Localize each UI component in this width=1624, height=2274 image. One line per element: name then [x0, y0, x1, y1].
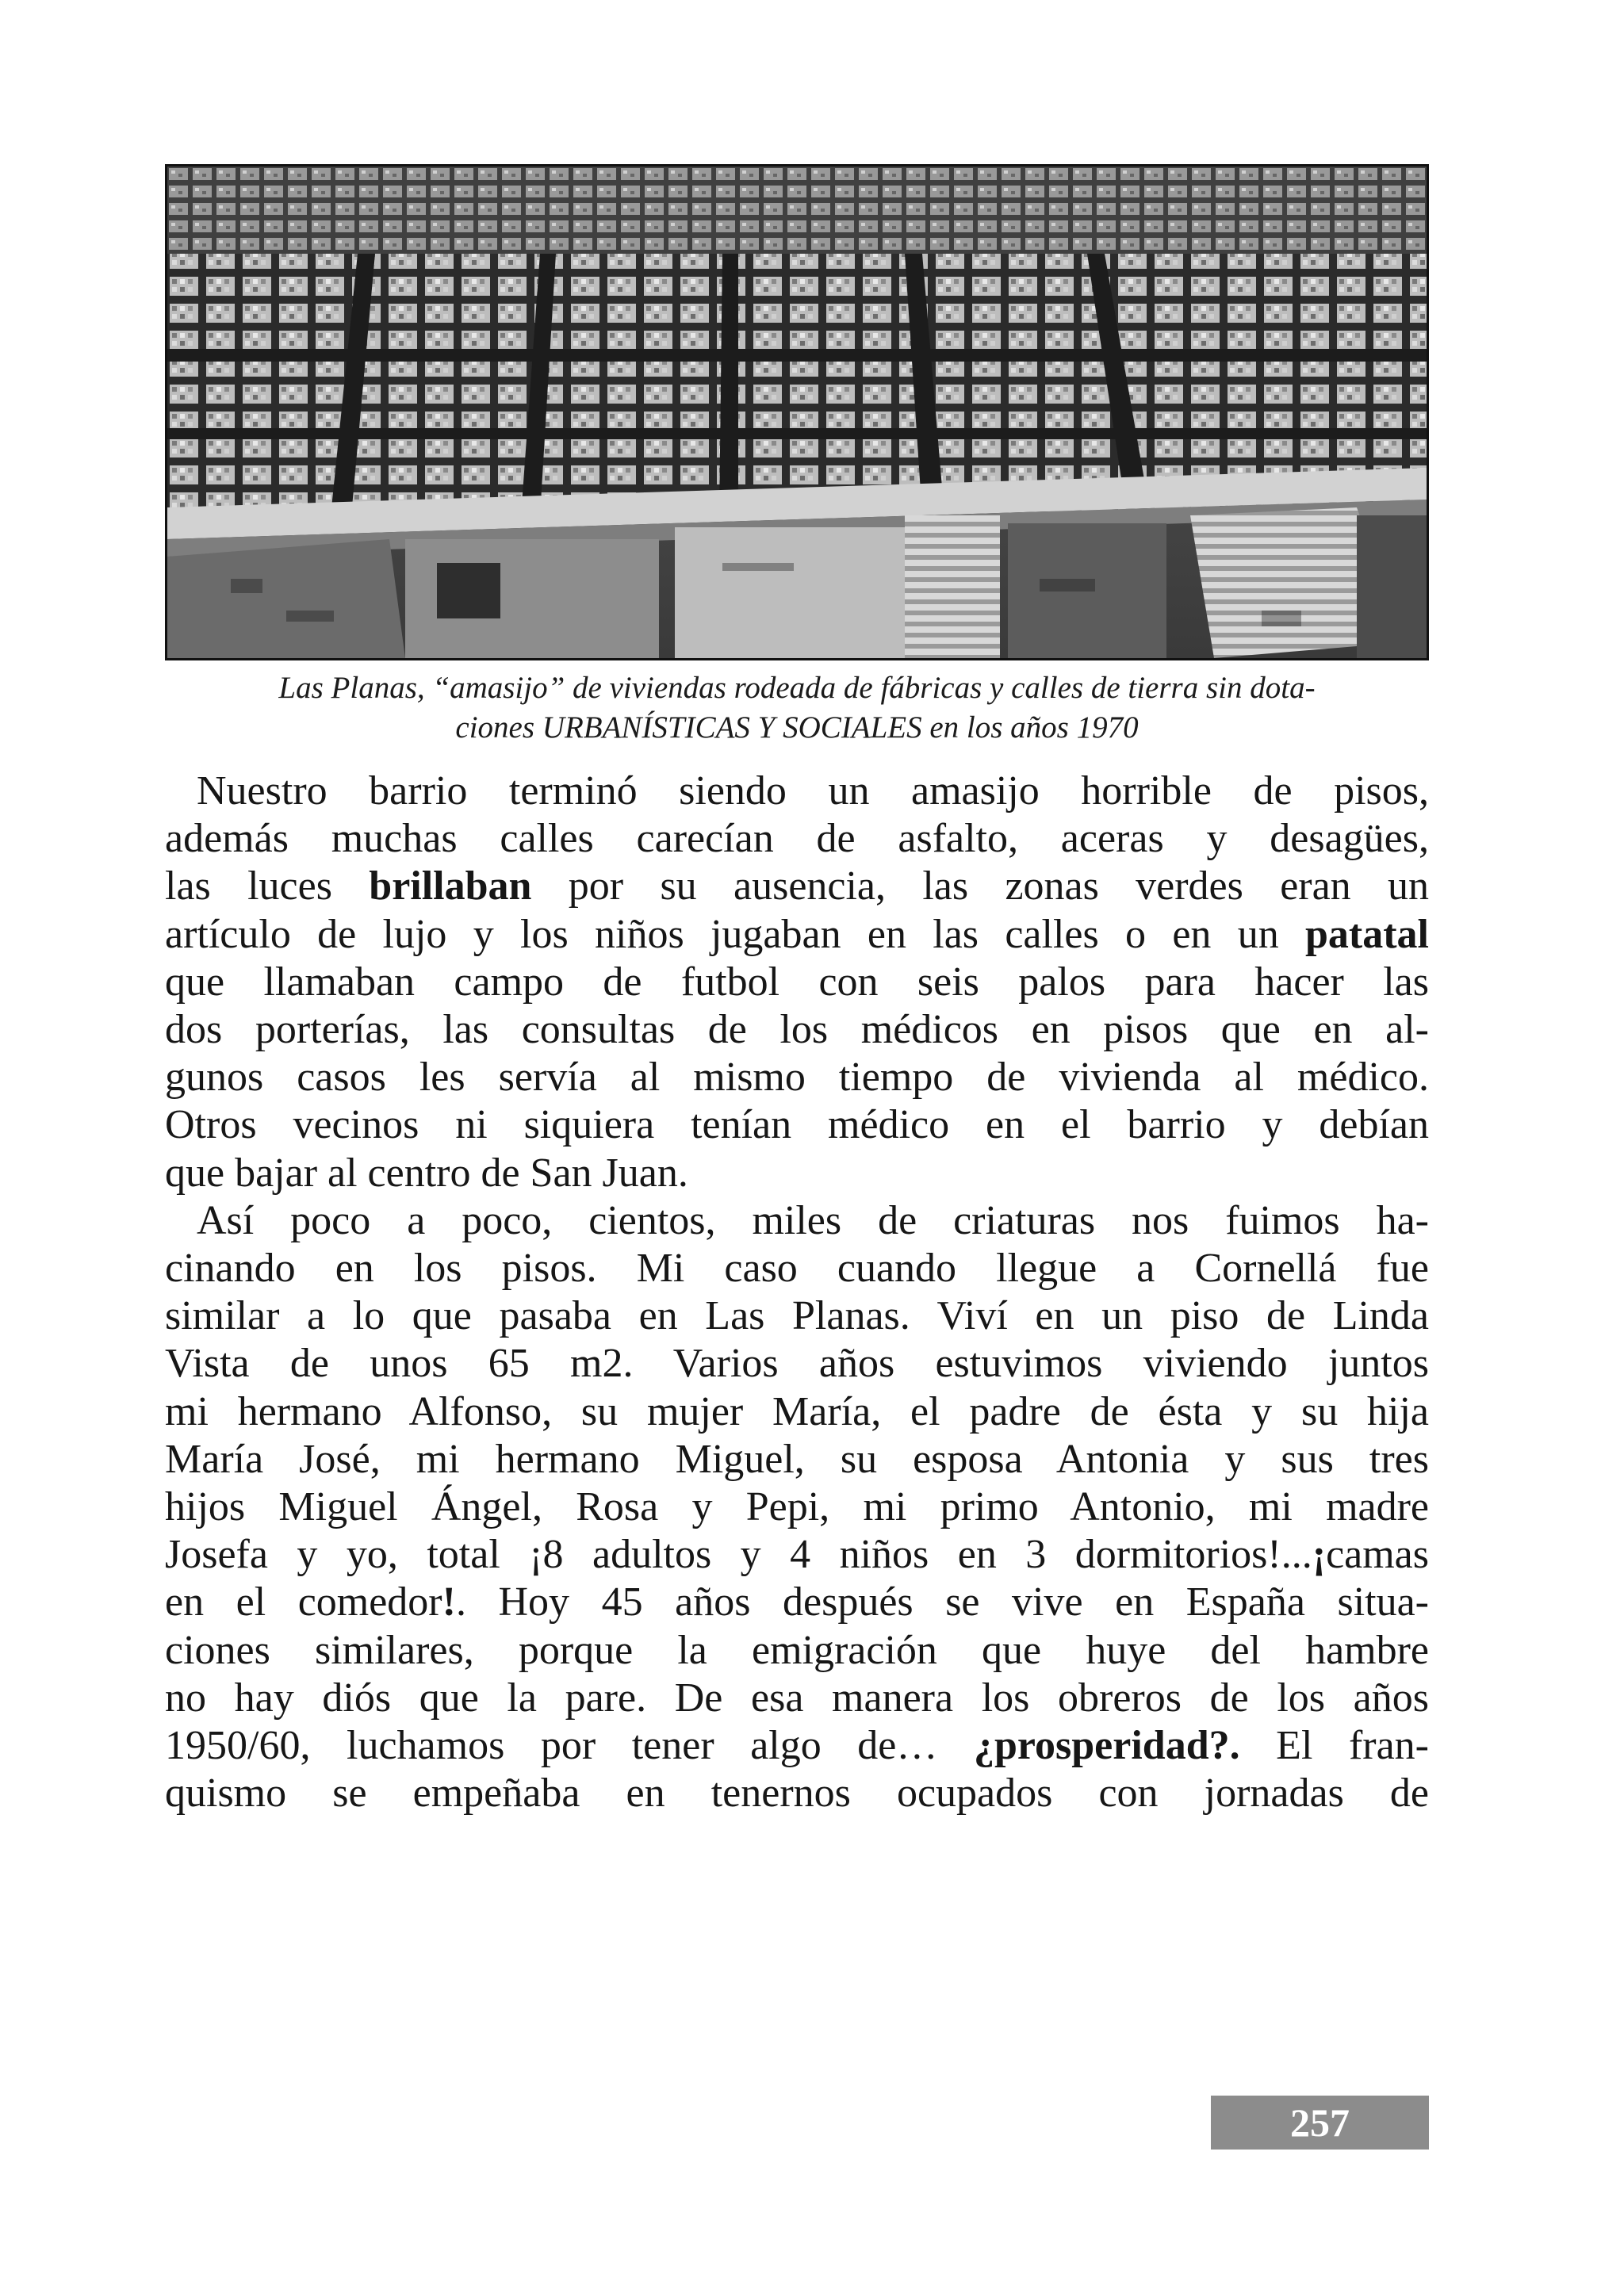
text-line: Así poco a poco, cientos, miles de criaturas nos fuimos ha-	[197, 1197, 1429, 1243]
text-line: dos porterías, las consultas de los médicos en pisos que en al-	[165, 1007, 1429, 1053]
text-line: que llamaban campo de futbol con seis palos para hacer las	[165, 959, 1429, 1005]
body-text	[165, 768, 1429, 1817]
text-line: quismo se empeñaba en tenernos ocupados con jornadas de	[165, 1771, 1429, 1817]
page-number: 257	[1211, 2096, 1429, 2150]
aerial-photo-graphic	[167, 167, 1427, 658]
text-line: Josefa y yo, total ¡8 adultos y 4 niños en 3 dormitorios!...¡camas	[165, 1532, 1429, 1578]
bold-term: brillaban	[369, 863, 532, 909]
text-line: Vista de unos 65 m2. Varios años estuvimos viviendo juntos	[165, 1341, 1429, 1387]
text-line: similar a lo que pasaba en Las Planas. Viví en un piso de Linda	[165, 1293, 1429, 1339]
text-line: artículo de lujo y los niños jugaban en las calles o en un patatal	[165, 911, 1429, 957]
text-line: hijos Miguel Ángel, Rosa y Pepi, mi primo Antonio, mi madre	[165, 1484, 1429, 1530]
text-line: además muchas calles carecían de asfalto, aceras y desagües,	[165, 816, 1429, 862]
text-line: María José, mi hermano Miguel, su esposa Antonia y sus tres	[165, 1436, 1429, 1482]
text-line: que bajar al centro de San Juan.	[165, 1150, 688, 1196]
bold-term: !	[442, 1579, 456, 1625]
caption-line: Las Planas, “amasijo” de viviendas rodeada de fábricas y calles de tierra sin dota-	[278, 671, 1316, 705]
figure-caption	[165, 668, 1429, 748]
bold-term: patatal	[1305, 911, 1429, 957]
text-line: mi hermano Alfonso, su mujer María, el padre de ésta y su hija	[165, 1388, 1429, 1434]
bold-term: ¡	[1312, 1532, 1327, 1578]
bold-term: ¿prosperidad?.	[973, 1723, 1240, 1769]
text-line: las luces brillaban por su ausencia, las zonas verdes eran un	[165, 863, 1430, 909]
text-line: cinando en los pisos. Mi caso cuando llegue a Cornellá fue	[165, 1246, 1429, 1292]
text-line: Otros vecinos ni siquiera tenían médico en el barrio y debían	[165, 1102, 1429, 1148]
text-line: 1950/60, luchamos por tener algo de… ¿prosperidad?. El fran-	[165, 1723, 1429, 1769]
text-line: Nuestro barrio terminó siendo un amasijo horrible de pisos,	[197, 768, 1429, 814]
caption-line: ciones URBANÍSTICAS Y SOCIALES en los años 1970	[455, 710, 1139, 745]
aerial-photo-las-planas	[165, 164, 1429, 660]
text-line: gunos casos les servía al mismo tiempo de vivienda al médico.	[165, 1055, 1429, 1101]
text-line: no hay diós que la pare. De esa manera los obreros de los años	[165, 1675, 1429, 1721]
text-line: ciones similares, porque la emigración que huye del hambre	[165, 1627, 1429, 1673]
text-line: en el comedor!. Hoy 45 años después se vive en España situa-	[165, 1579, 1429, 1625]
